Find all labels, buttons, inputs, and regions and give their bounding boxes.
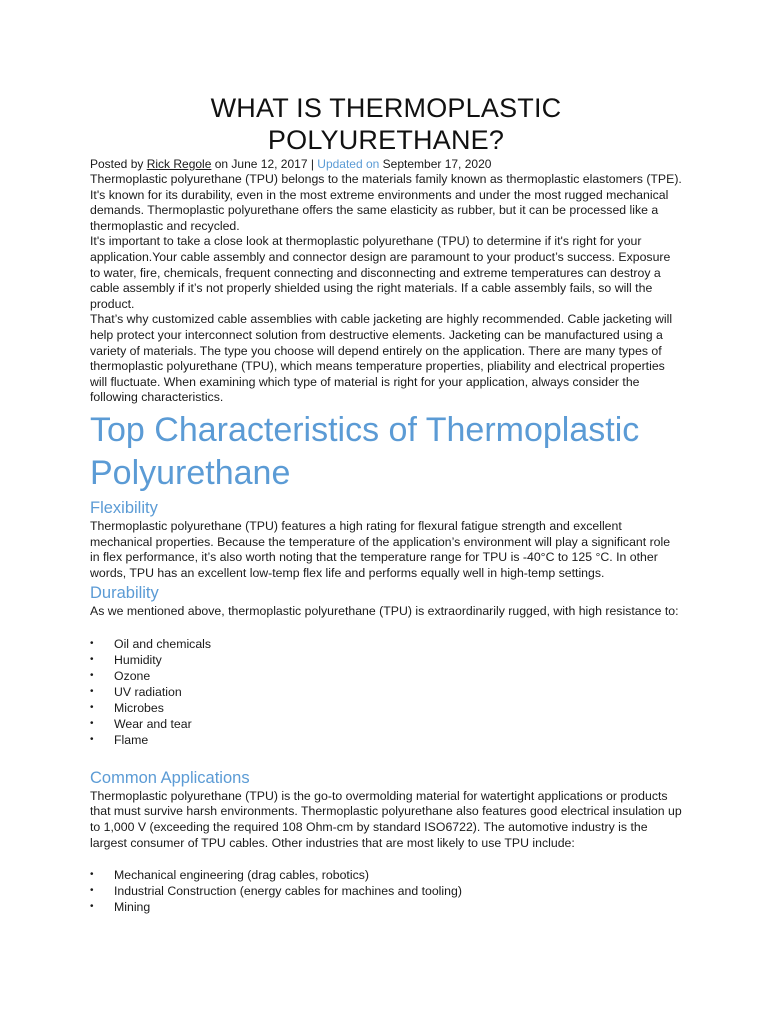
intro-paragraph-1: Thermoplastic polyurethane (TPU) belongs to the materials family known as thermoplastic elastomers (TPE). It's known for its durability, even in the most extreme environments and under the most rugged mechanical demands. Thermoplastic polyurethane offers the same elasticity as rubber, but it can be processed like a thermoplastic and recycled.: [90, 172, 682, 233]
bullet-icon: •: [90, 901, 94, 913]
list-item-text: Humidity: [114, 652, 162, 667]
intro-paragraph-2: It's important to take a close look at thermoplastic polyurethane (TPU) to determine if it's right for your application.Your cable assembly and connector design are paramount to your product’s success. Exposure to water, fire, chemicals, frequent connecting and disconnecting and extreme temperatures can destroy a cable assembly if it’s not properly shielded using the right materials. If a cable assembly fails, so will the product.: [90, 234, 671, 311]
bullet-icon: •: [90, 637, 94, 649]
list-item: [90, 867, 682, 883]
bullet-icon: •: [90, 733, 94, 745]
bullet-icon: •: [90, 869, 94, 881]
applications-heading: Common Applications: [90, 768, 250, 787]
list-item-text: Flame: [114, 732, 149, 747]
flexibility-heading: Flexibility: [90, 498, 158, 517]
bullet-icon: •: [90, 669, 94, 681]
list-item: [90, 668, 682, 684]
bullet-icon: •: [90, 885, 94, 897]
document-page: [90, 92, 682, 915]
main-heading: Top Characteristics of Thermoplastic Polyurethane: [90, 410, 640, 492]
list-item-text: UV radiation: [114, 684, 182, 699]
byline: [90, 157, 682, 172]
list-item: [90, 716, 682, 732]
list-item-text: Mechanical engineering (drag cables, robotics): [114, 868, 369, 883]
bullet-icon: •: [90, 685, 94, 697]
durability-heading: Durability: [90, 584, 159, 603]
flexibility-paragraph: Thermoplastic polyurethane (TPU) features a high rating for flexural fatigue strength and excellent mechanical properties. Because the temperature of the application’s environment will play a significant role in flex performance, it’s also worth noting that the temperature range for TPU is -40°C to 125 °C. In other words, TPU has an excellent low-temp flex life and performs equally well in high-temp settings.: [90, 518, 671, 580]
list-item: [90, 899, 682, 915]
list-item: [90, 684, 682, 700]
author-link[interactable]: Rick Regole: [146, 157, 212, 171]
list-item: [90, 652, 682, 668]
byline-posted-by: Posted by: [90, 157, 147, 171]
list-item-text: Microbes: [114, 700, 164, 715]
applications-list: [90, 867, 682, 915]
intro-paragraph-3: That’s why customized cable assemblies with cable jacketing are highly recommended. Cable jacketing will help protect your interconnect solution from destructive elements. Jacketing can be manufactured using a variety of materials. The type you choose will depend entirely on the application. There are many types of thermoplastic polyurethane (TPU), which means temperature properties, pliability and electrical properties will fluctuate. When examining which type of material is right for your application, always consider the following characteristics.: [90, 312, 673, 405]
durability-paragraph: As we mentioned above, thermoplastic polyurethane (TPU) is extraordinarily rugged, with high resistance to:: [90, 604, 679, 619]
byline-updated-date: September 17, 2020: [379, 157, 492, 171]
bullet-icon: •: [90, 653, 94, 665]
bullet-icon: •: [90, 701, 94, 713]
list-item-text: Industrial Construction (energy cables for machines and tooling): [114, 884, 462, 899]
list-item: [90, 883, 682, 899]
list-item: [90, 700, 682, 716]
list-item: [90, 732, 682, 748]
bullet-icon: •: [90, 717, 94, 729]
list-item-text: Ozone: [114, 668, 151, 683]
applications-paragraph: Thermoplastic polyurethane (TPU) is the go-to overmolding material for watertight applications or products that must survive harsh environments. Thermoplastic polyurethane also features good electrical insulation up to 1,000 V (exceeding the required 108 Ohm-cm by standard ISO6722). The automotive industry is the largest consumer of TPU cables. Other industries that are most likely to use TPU include:: [90, 788, 682, 850]
list-item-text: Mining: [114, 900, 151, 915]
updated-label: Updated on: [317, 157, 380, 171]
byline-posted-date: on June 12, 2017 |: [211, 157, 318, 171]
page-title: WHAT IS THERMOPLASTIC POLYURETHANE?: [210, 93, 562, 155]
list-item: [90, 636, 682, 652]
list-item-text: Wear and tear: [114, 716, 192, 731]
durability-list: [90, 636, 682, 748]
list-item-text: Oil and chemicals: [114, 636, 212, 651]
spacer: [90, 748, 682, 766]
